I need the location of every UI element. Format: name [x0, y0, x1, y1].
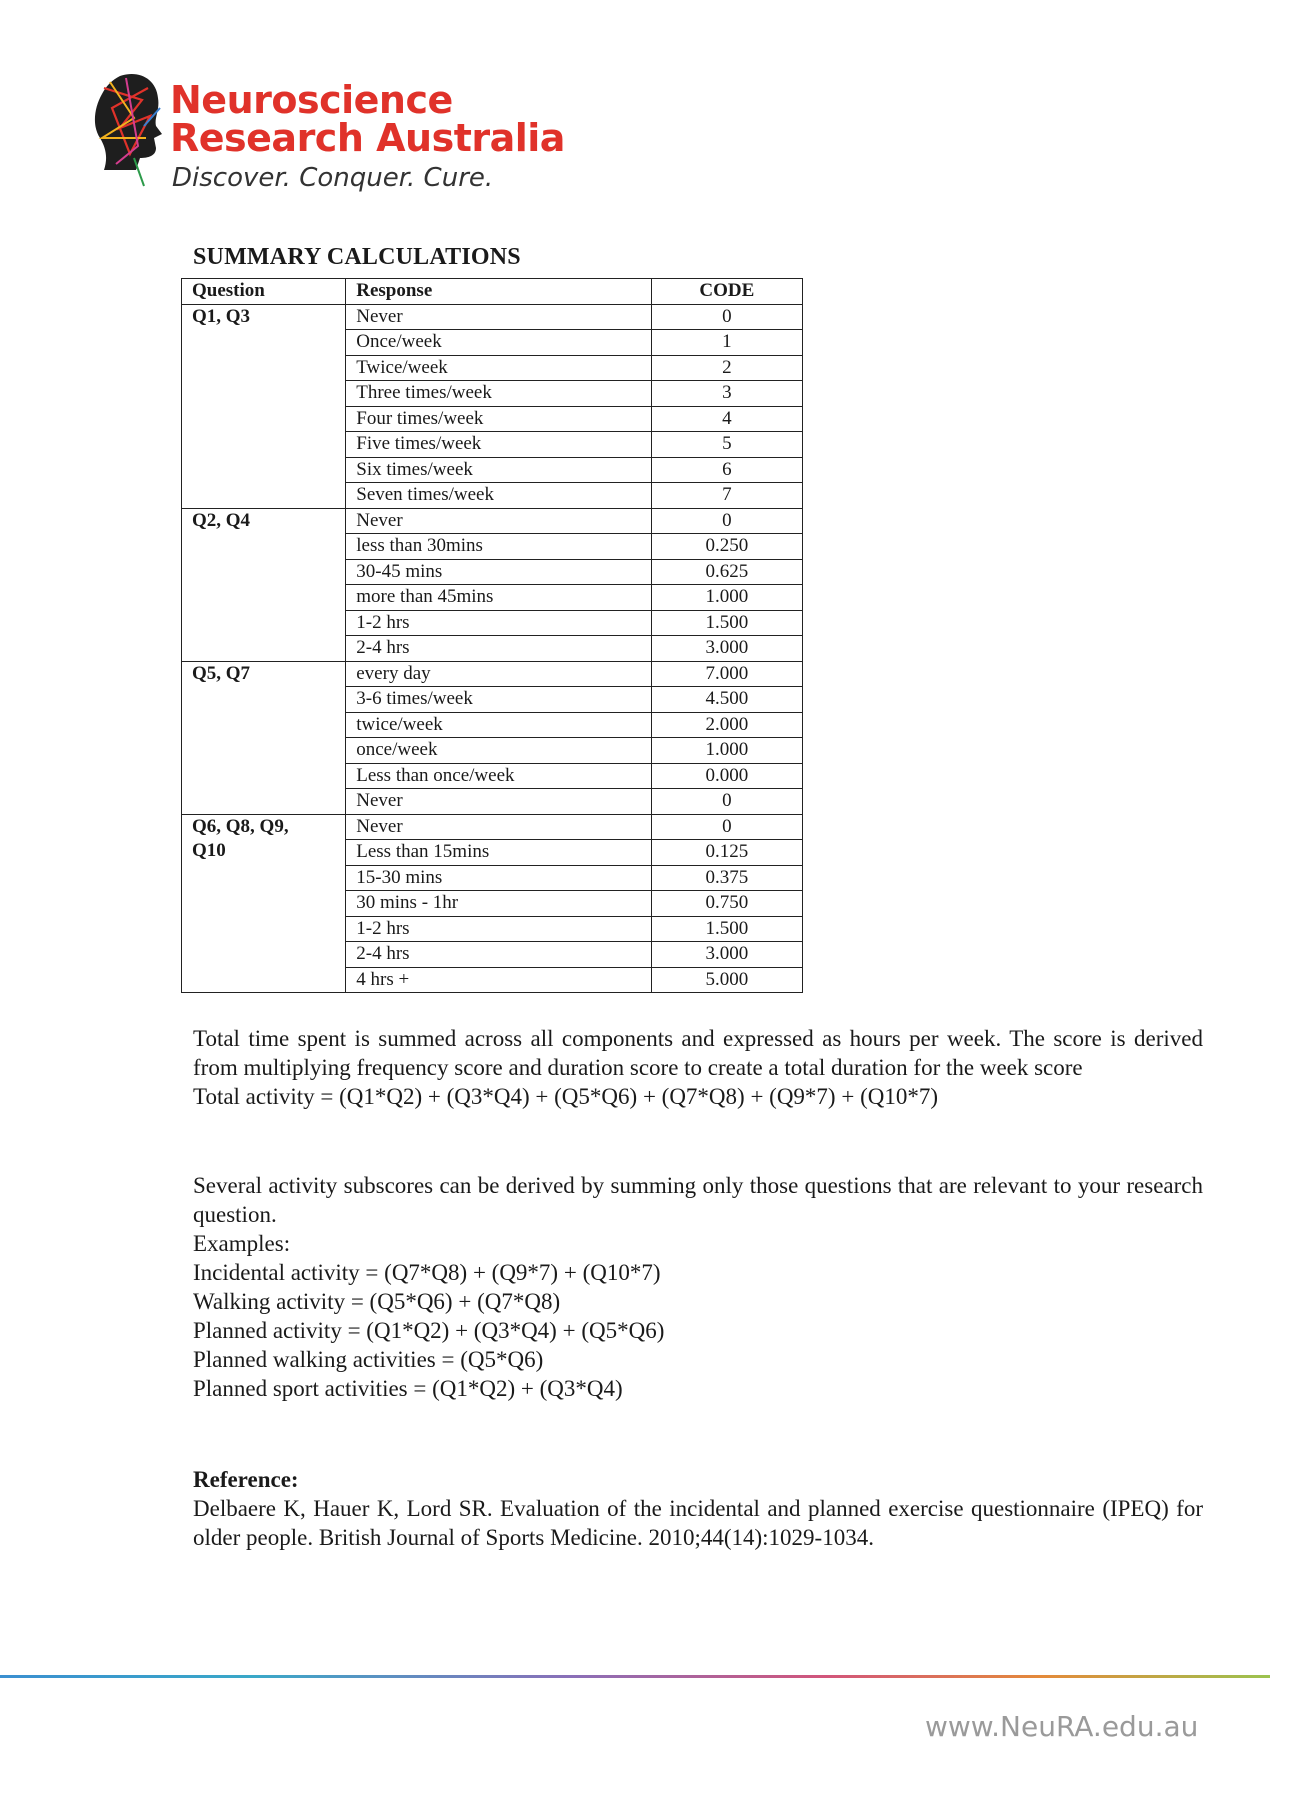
footer-divider	[0, 1675, 1270, 1678]
organization-logo	[90, 68, 565, 198]
response-cell: every day	[346, 661, 651, 687]
code-cell: 6	[651, 457, 802, 483]
reference-citation: Delbaere K, Hauer K, Lord SR. Evaluation of the incidental and planned exercise questionnaire (IPEQ) for older people. British Journal of Sports Medicine. 2010;44(14):1029-1034.	[193, 1496, 1203, 1550]
code-cell: 4	[651, 406, 802, 432]
response-cell: 30-45 mins	[346, 559, 651, 585]
response-cell: 15-30 mins	[346, 865, 651, 891]
code-cell: 7.000	[651, 661, 802, 687]
response-cell: Never	[346, 508, 651, 534]
summary-calculations-table	[181, 278, 803, 993]
response-cell: 30 mins - 1hr	[346, 891, 651, 917]
code-cell: 0.000	[651, 763, 802, 789]
code-cell: 2.000	[651, 712, 802, 738]
reference-label: Reference:	[193, 1467, 299, 1492]
response-cell: 3-6 times/week	[346, 687, 651, 713]
response-cell: Four times/week	[346, 406, 651, 432]
response-cell: 1-2 hrs	[346, 916, 651, 942]
response-cell: 2-4 hrs	[346, 636, 651, 662]
example-formula: Planned walking activities = (Q5*Q6)	[193, 1347, 544, 1372]
column-header-question: Question	[182, 279, 346, 305]
code-cell: 1	[651, 330, 802, 356]
response-cell: less than 30mins	[346, 534, 651, 560]
subscores-description: Several activity subscores can be derived by summing only those questions that are relevant to your research question.	[193, 1173, 1203, 1227]
code-cell: 0.375	[651, 865, 802, 891]
brand-name-line1: Neuroscience	[170, 78, 453, 122]
example-formula: Incidental activity = (Q7*Q8) + (Q9*7) + (Q10*7)	[193, 1260, 661, 1285]
code-cell: 3.000	[651, 636, 802, 662]
code-cell: 1.500	[651, 610, 802, 636]
code-cell: 5	[651, 432, 802, 458]
response-cell: 2-4 hrs	[346, 942, 651, 968]
response-cell: Three times/week	[346, 381, 651, 407]
response-cell: Never	[346, 789, 651, 815]
reference-section	[193, 1465, 1203, 1552]
response-cell: Less than once/week	[346, 763, 651, 789]
question-group-label: Q2, Q4	[182, 508, 346, 661]
examples-label: Examples:	[193, 1231, 291, 1256]
code-cell: 0	[651, 789, 802, 815]
head-silhouette-network-icon	[90, 68, 170, 188]
response-cell: once/week	[346, 738, 651, 764]
response-cell: Twice/week	[346, 355, 651, 381]
example-formula: Planned activity = (Q1*Q2) + (Q3*Q4) + (Q5*Q6)	[193, 1318, 665, 1343]
question-group-label	[182, 814, 346, 993]
response-cell: Less than 15mins	[346, 840, 651, 866]
response-cell: Seven times/week	[346, 483, 651, 509]
table-row	[182, 661, 803, 687]
brand-tagline: Discover. Conquer. Cure.	[172, 163, 494, 193]
table-row	[182, 304, 803, 330]
response-cell: more than 45mins	[346, 585, 651, 611]
response-cell: 4 hrs +	[346, 967, 651, 993]
code-cell: 1.000	[651, 585, 802, 611]
code-cell: 0.125	[651, 840, 802, 866]
code-cell: 2	[651, 355, 802, 381]
total-activity-formula: Total activity = (Q1*Q2) + (Q3*Q4) + (Q5*Q6) + (Q7*Q8) + (Q9*7) + (Q10*7)	[193, 1084, 938, 1109]
example-formula: Walking activity = (Q5*Q6) + (Q7*Q8)	[193, 1289, 561, 1314]
code-cell: 3.000	[651, 942, 802, 968]
code-cell: 0.750	[651, 891, 802, 917]
footer-website-url: www.NeuRA.edu.au	[925, 1710, 1199, 1743]
response-cell: 1-2 hrs	[346, 610, 651, 636]
code-cell: 0.625	[651, 559, 802, 585]
column-header-response: Response	[346, 279, 651, 305]
table-row	[182, 508, 803, 534]
code-cell: 4.500	[651, 687, 802, 713]
total-activity-section	[193, 1024, 1203, 1111]
question-group-label-line1: Q6, Q8, Q9,	[192, 815, 289, 837]
table-row	[182, 814, 803, 840]
code-cell: 1.500	[651, 916, 802, 942]
response-cell: Never	[346, 814, 651, 840]
question-group-label: Q1, Q3	[182, 304, 346, 508]
question-group-label-line2: Q10	[192, 839, 226, 861]
section-title: SUMMARY CALCULATIONS	[193, 244, 521, 270]
response-cell: Once/week	[346, 330, 651, 356]
subscores-section	[193, 1171, 1203, 1403]
brand-name-line2: Research Australia	[170, 116, 565, 160]
code-cell: 7	[651, 483, 802, 509]
code-cell: 1.000	[651, 738, 802, 764]
code-cell: 0	[651, 814, 802, 840]
code-cell: 0	[651, 304, 802, 330]
column-header-code: CODE	[651, 279, 802, 305]
response-cell: Five times/week	[346, 432, 651, 458]
response-cell: twice/week	[346, 712, 651, 738]
code-cell: 5.000	[651, 967, 802, 993]
code-cell: 0	[651, 508, 802, 534]
response-cell: Six times/week	[346, 457, 651, 483]
question-group-label: Q5, Q7	[182, 661, 346, 814]
response-cell: Never	[346, 304, 651, 330]
code-cell: 0.250	[651, 534, 802, 560]
example-formula: Planned sport activities = (Q1*Q2) + (Q3*Q4)	[193, 1376, 623, 1401]
table-header-row	[182, 279, 803, 305]
code-cell: 3	[651, 381, 802, 407]
total-activity-description: Total time spent is summed across all components and expressed as hours per week. The score is derived from multiplying frequency score and duration score to create a total duration for the week score	[193, 1026, 1203, 1080]
